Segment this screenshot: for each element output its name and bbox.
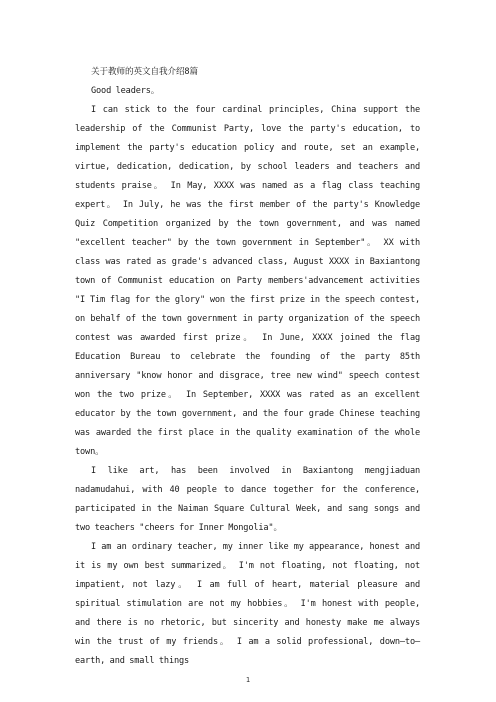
document-title: 关于教师的英文自我介绍8篇 bbox=[91, 67, 198, 77]
greeting-paragraph: Good leaders。 bbox=[91, 86, 160, 96]
page-number: 1 bbox=[245, 676, 251, 684]
art-paragraph: I like art, has been involved in Baxiantong mengjiaduan nadamudahui, with 40 people to dance together for the conference, participated in the Naiman Square Cultural Week, and sang songs and two teachers "cheers for Inner Mongolia"。 bbox=[75, 466, 420, 533]
character-paragraph: I am an ordinary teacher, my inner like my appearance, honest and it is my own best summarized。 I'm not floating, not floating, not impatient, not lazy。 I am full of heart, material pleasure and spiritual stimulation are not my hobbies。 I'm honest with people, and there is no rhetoric, but sincerity and honesty make me always win the trust of my friends。 I am a solid professional, down—to—earth, and small things bbox=[75, 542, 420, 666]
document-body bbox=[75, 63, 420, 671]
achievements-paragraph: I can stick to the four cardinal principles, China support the leadership of the Communist Party, love the party's education, to implement the party's education policy and route, set an example, virtue, dedication, dedication, by school leaders and teachers and students praise。 In May, XXXX was named as a flag class teaching expert。 In July, he was the first member of the party's Knowledge Quiz Competition organized by the town government, and was named "excellent teacher" by the town government in September"。 XX with class was rated as grade's advanced class, August XXXX in Baxiantong town of Communist education on Party members'advancement activities "I Tim flag for the glory" won the first prize in the speech contest, on behalf of the town government in party organization of the speech contest was awarded first prize。 In June, XXXX joined the flag Education Bureau to celebrate the founding of the party 85th anniversary "know honor and disgrace, tree new wind" speech contest won the two prize。 In September, XXXX was rated as an excellent educator by the town government, and the four grade Chinese teaching was awarded the first place in the quality examination of the whole town。 bbox=[75, 105, 420, 457]
